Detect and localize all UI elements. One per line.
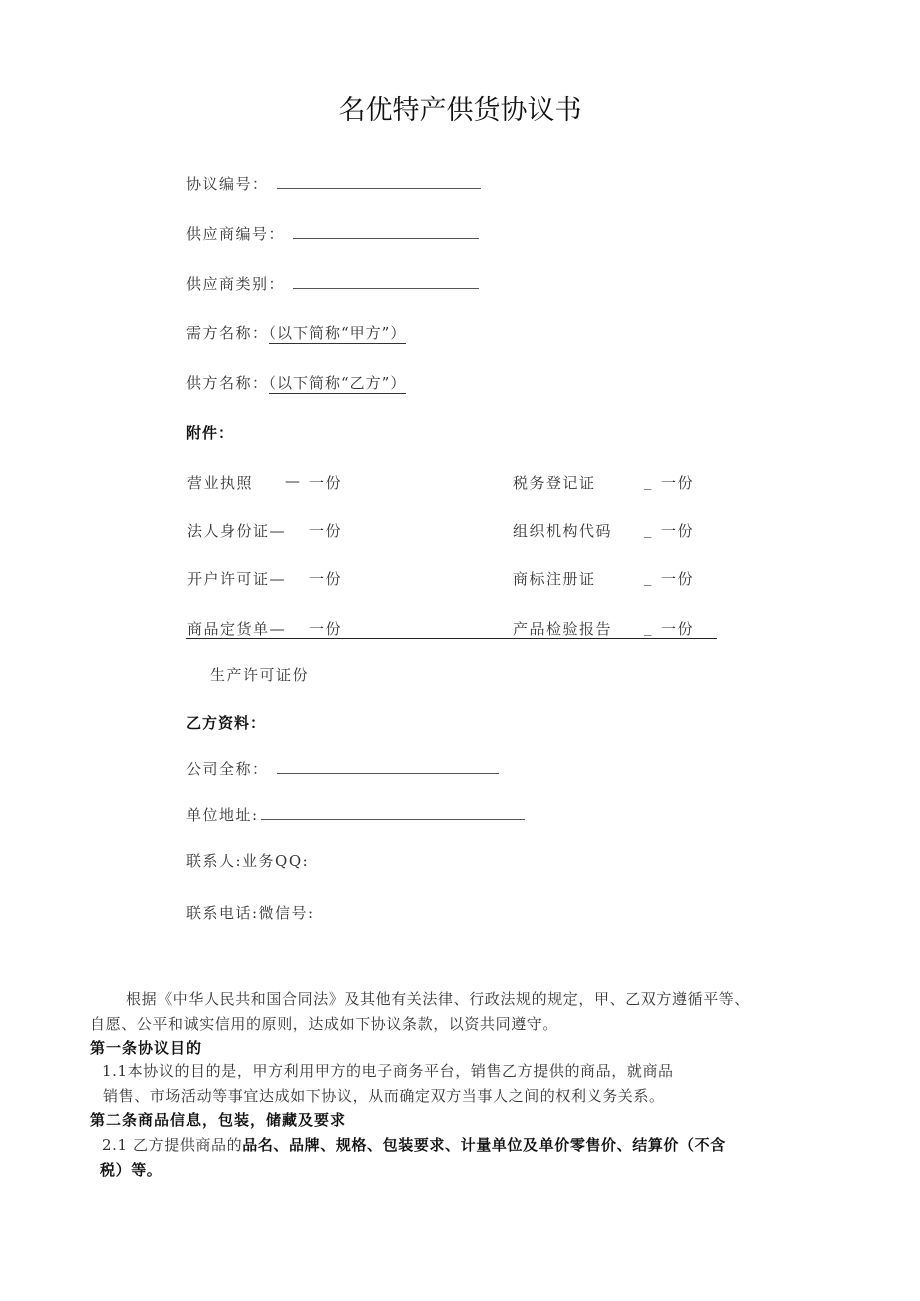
- attachment-right-sep-1: _: [644, 472, 653, 490]
- attachment-right-sep-2: _: [644, 520, 653, 538]
- article-1-heading: 第一条协议目的: [90, 1039, 203, 1057]
- attachment-right-name-3: 商标注册证: [513, 570, 596, 588]
- attachment-left-qty-3: 一份: [309, 570, 343, 588]
- seller-name-label: 供方名称：: [186, 374, 269, 392]
- supplier-number-blank[interactable]: [293, 224, 479, 239]
- agreement-number-field: [186, 173, 481, 194]
- party-b-heading: 乙方资料：: [186, 714, 267, 732]
- buyer-name-label: 需方名称：: [186, 324, 269, 342]
- contact-field: 联系人:业务QQ:: [186, 852, 310, 870]
- seller-alias-note: （以下简称“乙方”）: [268, 374, 407, 392]
- attachment-right-name-1: 税务登记证: [513, 474, 596, 492]
- seller-name-field: [186, 372, 406, 393]
- supplier-type-blank[interactable]: [293, 274, 479, 289]
- buyer-name-field: [186, 322, 406, 343]
- article-2-line-1: [102, 1134, 726, 1155]
- article-2-heading: 第二条商品信息，包装，储藏及要求: [90, 1111, 347, 1129]
- attachments-divider: [186, 638, 717, 639]
- article-2-line-1-bold: 品名、品牌、规格、包装要求、计量单位及单价零售价、结算价（不含: [242, 1136, 726, 1154]
- attachment-production-license: 生产许可证份: [210, 666, 310, 684]
- attachment-right-qty-2: 一份: [661, 522, 695, 540]
- document-title: 名优特产供货协议书: [338, 95, 582, 126]
- address-blank[interactable]: [261, 805, 525, 820]
- supplier-type-label: 供应商类别：: [186, 275, 286, 293]
- address-field: [186, 804, 525, 825]
- attachment-left-qty-1: 一份: [309, 474, 343, 492]
- attachment-left-name-2: 法人身份证—: [187, 522, 287, 540]
- article-2-line-1-prefix: 2.1 乙方提供商品的: [102, 1136, 243, 1154]
- attachment-right-qty-1: 一份: [661, 474, 695, 492]
- agreement-number-label: 协议编号：: [186, 175, 269, 193]
- phone-field: 联系电话:微信号:: [186, 904, 315, 922]
- attachment-right-name-4: 产品检验报告: [513, 620, 613, 638]
- address-label: 单位地址:: [186, 806, 259, 824]
- company-name-label: 公司全称：: [186, 760, 269, 778]
- article-1-line-2: 销售、市场活动等事宜达成如下协议，从而确定双方当事人之间的权利义务关系。: [103, 1087, 665, 1105]
- supplier-number-label: 供应商编号：: [186, 225, 286, 243]
- attachment-right-qty-4: 一份: [661, 620, 695, 638]
- attachment-right-sep-3: _: [644, 568, 653, 586]
- attachment-right-sep-4: _: [644, 618, 653, 636]
- article-2-line-2: 税）等。: [100, 1161, 163, 1179]
- company-name-field: [186, 758, 499, 779]
- attachment-left-name-3: 开户许可证—: [187, 570, 287, 588]
- supplier-type-field: [186, 273, 479, 294]
- attachment-right-name-2: 组织机构代码: [513, 522, 613, 540]
- supplier-number-field: [186, 223, 479, 244]
- attachment-left-name-4: 商品定货单—: [187, 620, 287, 638]
- agreement-number-blank[interactable]: [277, 174, 481, 189]
- company-name-blank[interactable]: [277, 759, 499, 774]
- article-1-line-1: 1.1本协议的目的是，甲方利用甲方的电子商务平台，销售乙方提供的商品，就商品: [102, 1062, 674, 1080]
- attachment-left-sep-1: —: [285, 472, 302, 490]
- attachments-heading: 附件：: [186, 424, 235, 442]
- intro-line-1: 根据《中华人民共和国合同法》及其他有关法律、行政法规的规定，甲、乙双方遵循平等、: [126, 990, 751, 1008]
- attachment-left-qty-4: 一份: [309, 620, 343, 638]
- attachment-right-qty-3: 一份: [661, 570, 695, 588]
- attachment-left-qty-2: 一份: [309, 522, 343, 540]
- intro-line-2: 自愿、公平和诚实信用的原则，达成如下协议条款，以资共同遵守。: [90, 1015, 559, 1033]
- buyer-alias-note: （以下简称“甲方”）: [268, 324, 407, 342]
- attachment-left-name-1: 营业执照: [187, 474, 254, 492]
